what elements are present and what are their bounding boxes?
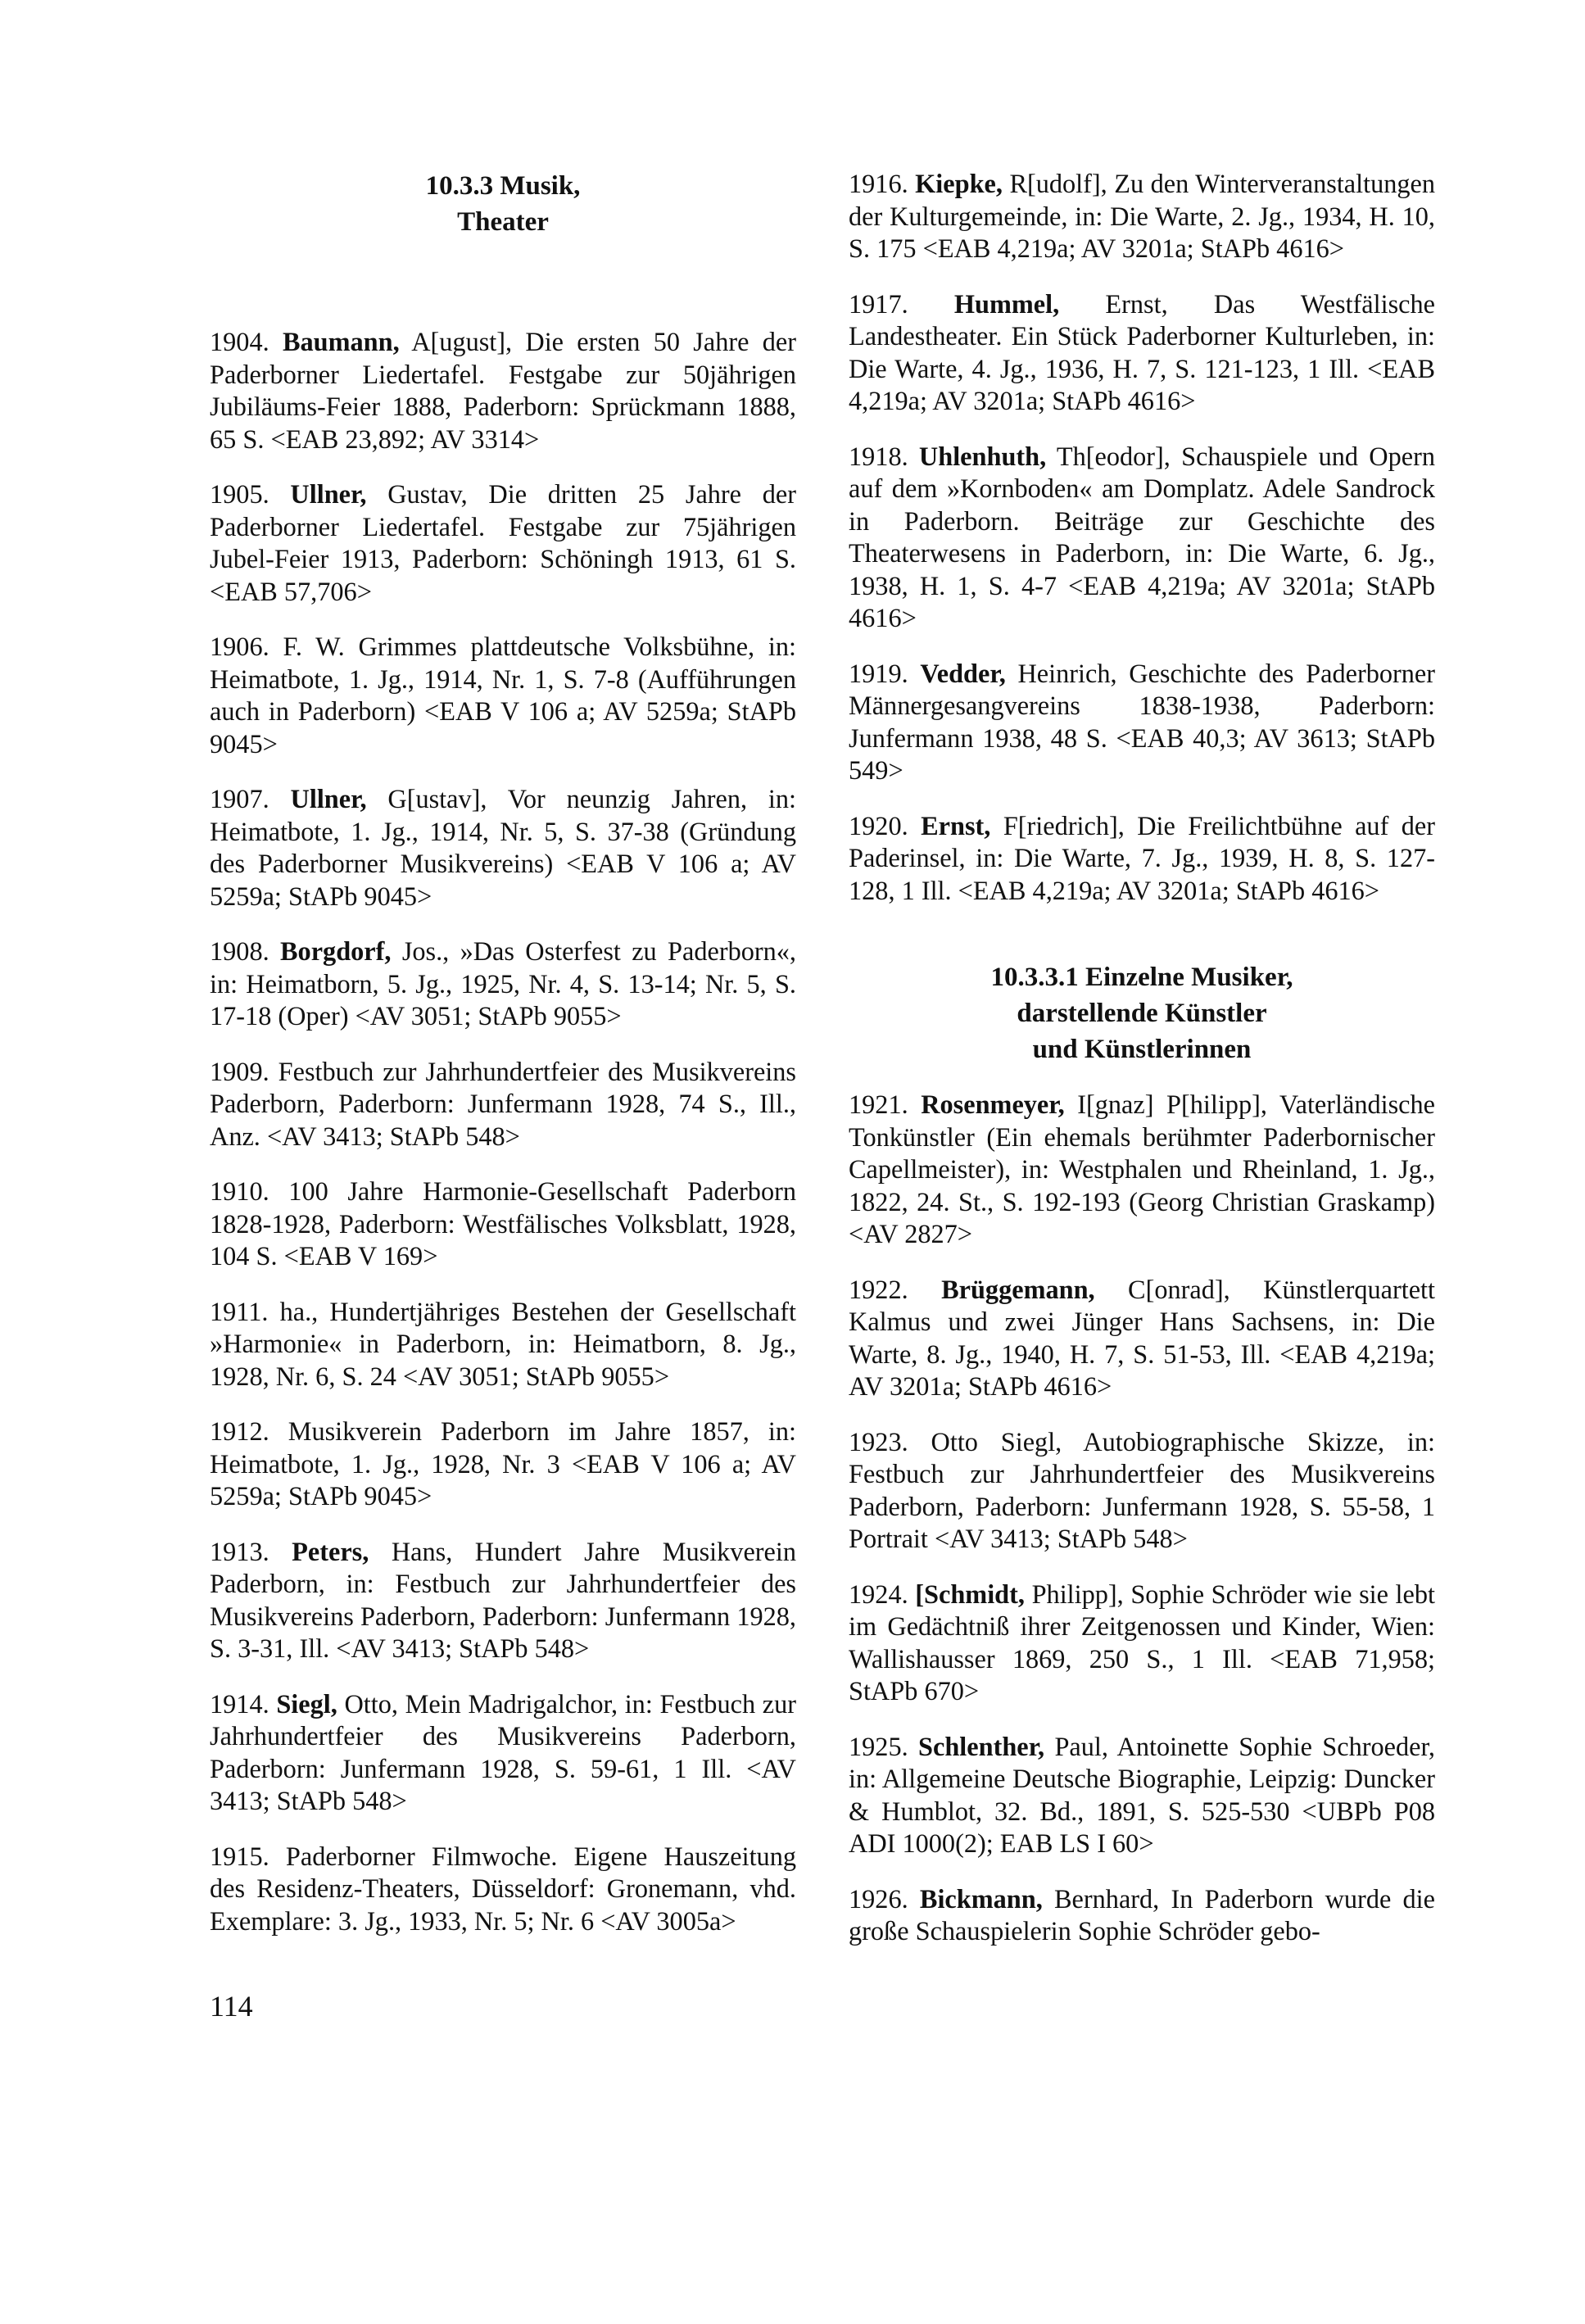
entry-number: 1915. bbox=[210, 1841, 269, 1871]
bibliography-entry bbox=[849, 441, 1435, 635]
entry-text: Otto, Mein Madrigalchor, in: Festbuch zur Jahrhundertfeier des Musikvereins Paderborn, Paderborn: Junfermann 1928, S. 59-61, 1 Ill. <AV 3413; StAPb 548> bbox=[210, 1688, 796, 1815]
entry-author: Ullner, bbox=[290, 479, 367, 509]
bibliography-entry bbox=[849, 1274, 1435, 1403]
entry-text: Jos., »Das Osterfest zu Paderborn«, in: Heimatborn, 5. Jg., 1925, Nr. 4, S. 13-14; Nr. 5, S. 17-18 (Oper) <AV 3051; StAPb 9055> bbox=[210, 936, 797, 1031]
bibliography-entry bbox=[210, 1536, 796, 1665]
bibliography-entry bbox=[849, 658, 1435, 787]
entry-text: Gustav, Die dritten 25 Jahre der Paderborner Liedertafel. Festgabe zur 75jährigen Jubel-Feier 1913, Paderborn: Schöningh 1913, 61 S. <EAB 57,706> bbox=[210, 479, 796, 606]
entry-number: 1906. bbox=[210, 632, 269, 661]
bibliography-entry bbox=[210, 1841, 796, 1938]
entry-number: 1904. bbox=[210, 327, 269, 356]
entry-author: Bickmann, bbox=[919, 1883, 1043, 1914]
entry-author: Vedder, bbox=[920, 658, 1006, 688]
bibliography-entry bbox=[849, 1089, 1435, 1251]
section-heading bbox=[210, 168, 796, 240]
entry-text: Paderborner Filmwoche. Eigene Hauszeitung des Residenz-Theaters, Düsseldorf: Gronemann, vhd. Exemplare: 3. Jg., 1933, Nr. 5; Nr. 6 <AV 3005a> bbox=[210, 1841, 796, 1936]
bibliography-entry bbox=[210, 1176, 796, 1273]
heading-line: 10.3.3.1 Einzelne Musiker, bbox=[990, 963, 1293, 992]
entry-number: 1908. bbox=[210, 936, 269, 966]
heading-line: Theater bbox=[457, 207, 549, 237]
entry-number: 1910. bbox=[210, 1176, 269, 1206]
bibliography-entry bbox=[210, 1416, 796, 1513]
bibliography-entry bbox=[849, 1579, 1435, 1708]
entry-author: [Schmidt, bbox=[915, 1579, 1025, 1609]
bibliography-entry bbox=[849, 168, 1435, 265]
entry-author: Rosenmeyer, bbox=[921, 1090, 1065, 1119]
entry-text: Th[eodor], Schauspiele und Opern auf dem »Kornboden« am Domplatz. Adele Sandrock in Paderborn. Beiträge zur Geschichte des Theaterwesens in Paderborn, in: Die Warte, 6. Jg., 1938, H. 1, S. 4-7 <EAB 4,219a; AV 3201a; StAPb 4616> bbox=[849, 441, 1436, 632]
heading-line: 10.3.3 Musik, bbox=[425, 171, 581, 201]
entry-author: Baumann, bbox=[282, 327, 400, 356]
entry-author: Brüggemann, bbox=[941, 1274, 1095, 1304]
entry-number: 1919. bbox=[849, 658, 908, 688]
entry-author: Ernst, bbox=[921, 810, 991, 840]
bibliography-entry bbox=[210, 631, 796, 760]
right-entry-list-bottom bbox=[849, 1089, 1435, 1948]
bibliography-entry bbox=[210, 783, 796, 913]
bibliography-entry bbox=[849, 810, 1435, 908]
bibliography-entry bbox=[849, 1426, 1435, 1556]
entry-number: 1923. bbox=[849, 1426, 908, 1456]
entry-number: 1909. bbox=[210, 1056, 269, 1086]
right-entry-list-top bbox=[849, 168, 1435, 907]
entry-text: ha., Hundertjähriges Bestehen der Gesellschaft »Harmonie« in Paderborn, in: Heimatborn, 8. Jg., 1928, Nr. 6, S. 24 <AV 3051; StAPb 9055> bbox=[210, 1296, 797, 1391]
entry-text: Musikverein Paderborn im Jahre 1857, in: Heimatbote, 1. Jg., 1928, Nr. 3 <EAB V 106 a; AV 5259a; StAPb 9045> bbox=[210, 1416, 797, 1511]
entry-author: Hummel, bbox=[953, 288, 1060, 319]
left-entry-list bbox=[210, 326, 796, 1937]
entry-text: F[riedrich], Die Freilichtbühne auf der Paderinsel, in: Die Warte, 7. Jg., 1939, H. 8, S. 127-128, 1 Ill. <EAB 4,219a; AV 3201a; StAPb 4616> bbox=[849, 810, 1436, 905]
entry-text: 100 Jahre Harmonie-Gesellschaft Paderborn 1828-1928, Paderborn: Westfälisches Volksblatt, 1928, 104 S. <EAB V 169> bbox=[210, 1176, 796, 1271]
entry-text: Hans, Hundert Jahre Musikverein Paderborn, in: Festbuch zur Jahrhundertfeier des Musikvereins Paderborn, Paderborn: Junfermann 1928, S. 3-31, Ill. <AV 3413; StAPb 548> bbox=[210, 1536, 796, 1663]
bibliography-entry bbox=[210, 1056, 796, 1153]
entry-text: Bernhard, In Paderborn wurde die große Schauspielerin Sophie Schröder gebo- bbox=[849, 1883, 1435, 1946]
entry-number: 1926. bbox=[849, 1883, 908, 1914]
bibliography-entry bbox=[849, 1731, 1435, 1860]
bibliography-entry bbox=[210, 935, 796, 1033]
entry-number: 1913. bbox=[210, 1536, 269, 1566]
entry-number: 1920. bbox=[849, 810, 908, 840]
entry-number: 1916. bbox=[849, 169, 908, 198]
right-column bbox=[849, 168, 1435, 1971]
heading-line: und Künstlerinnen bbox=[1032, 1035, 1252, 1064]
entry-number: 1917. bbox=[849, 288, 908, 319]
entry-author: Kiepke, bbox=[915, 169, 1003, 198]
entry-number: 1907. bbox=[210, 784, 269, 813]
entry-text: Heinrich, Geschichte des Paderborner Männergesangvereins 1838-1938, Paderborn: Junfermann 1938, 48 S. <EAB 40,3; AV 3613; StAPb 549> bbox=[849, 658, 1435, 785]
entry-number: 1914. bbox=[210, 1688, 269, 1719]
entry-text: R[udolf], Zu den Winterveranstaltungen der Kulturgemeinde, in: Die Warte, 2. Jg., 1934, H. 10, S. 175 <EAB 4,219a; AV 3201a; StAPb 4616> bbox=[849, 169, 1435, 263]
bibliography-entry bbox=[210, 326, 796, 455]
left-column bbox=[210, 168, 796, 1960]
bibliography-entry bbox=[210, 478, 796, 608]
subsection-heading bbox=[849, 959, 1435, 1067]
entry-text: C[onrad], Künstlerquartett Kalmus und zwei Jünger Hans Sachsens, in: Die Warte, 8. Jg., 1940, H. 7, S. 51-53, Ill. <EAB 4,219a; AV 3201a; StAPb 4616> bbox=[849, 1274, 1435, 1401]
entry-text: Ernst, Das Westfälische Landestheater. Ein Stück Paderborner Kulturleben, in: Die Warte, 4. Jg., 1936, H. 7, S. 121-123, 1 Ill. <EAB 4,219a; AV 3201a; StAPb 4616> bbox=[849, 288, 1435, 415]
entry-number: 1921. bbox=[849, 1090, 908, 1119]
page-number: 114 bbox=[210, 1990, 253, 2023]
entry-author: Peters, bbox=[292, 1536, 369, 1566]
entry-number: 1912. bbox=[210, 1416, 269, 1446]
entry-text: Paul, Antoinette Sophie Schroeder, in: Allgemeine Deutsche Biographie, Leipzig: Duncker & Humblot, 32. Bd., 1891, S. 525-530 <UBPb P08 ADI 1000(2); EAB LS I 60> bbox=[849, 1731, 1436, 1858]
entry-number: 1924. bbox=[849, 1579, 908, 1609]
entry-text: Otto Siegl, Autobiographische Skizze, in: Festbuch zur Jahrhundertfeier des Musikvereins Paderborn, Paderborn: Junfermann 1928, S. 55-58, 1 Portrait <AV 3413; StAPb 548> bbox=[849, 1426, 1435, 1553]
bibliography-entry bbox=[210, 1688, 796, 1818]
entry-text: F. W. Grimmes plattdeutsche Volksbühne, in: Heimatbote, 1. Jg., 1914, Nr. 1, S. 7-8 (Aufführungen auch in Paderborn) <EAB V 106 a; AV 5259a; StAPb 9045> bbox=[210, 632, 796, 759]
bibliography-entry bbox=[849, 288, 1435, 418]
entry-author: Ullner, bbox=[290, 784, 367, 813]
entry-author: Uhlenhuth, bbox=[918, 441, 1047, 471]
entry-number: 1905. bbox=[210, 479, 269, 509]
entry-text: A[ugust], Die ersten 50 Jahre der Paderborner Liedertafel. Festgabe zur 50jährigen Jubiläums-Feier 1888, Paderborn: Sprückmann 1888, 65 S. <EAB 23,892; AV 3314> bbox=[210, 327, 796, 454]
entry-number: 1925. bbox=[849, 1731, 908, 1761]
entry-text: Philipp], Sophie Schröder wie sie lebt im Gedächtniß ihrer Zeitgenossen und Kinder, Wien: Wallishausser 1869, 250 S., 1 Ill. <EAB 71,958; StAPb 670> bbox=[849, 1579, 1435, 1706]
entry-number: 1918. bbox=[849, 441, 908, 471]
bibliography-entry bbox=[210, 1296, 796, 1393]
entry-text: G[ustav], Vor neunzig Jahren, in: Heimatbote, 1. Jg., 1914, Nr. 5, S. 37-38 (Gründung des Paderborner Musikvereins) <EAB V 106 a; AV 5259a; StAPb 9045> bbox=[210, 784, 796, 911]
bibliography-entry bbox=[849, 1883, 1435, 1948]
entry-author: Schlenther, bbox=[918, 1731, 1045, 1761]
entry-number: 1922. bbox=[849, 1274, 908, 1304]
entry-text: Festbuch zur Jahrhundertfeier des Musikvereins Paderborn, Paderborn: Junfermann 1928, 74 S., Ill., Anz. <AV 3413; StAPb 548> bbox=[210, 1056, 796, 1151]
entry-author: Siegl, bbox=[276, 1688, 337, 1719]
entry-author: Borgdorf, bbox=[280, 936, 392, 966]
entry-text: I[gnaz] P[hilipp], Vaterländische Tonkünstler (Ein ehemals berühmter Paderbornischer Capellmeister), in: Westphalen und Rheinland, 1. Jg., 1822, 24. St., S. 192-193 (Georg Christian Graskamp) <AV 2827> bbox=[849, 1090, 1435, 1248]
entry-number: 1911. bbox=[210, 1296, 269, 1326]
heading-line: darstellende Künstler bbox=[1017, 999, 1267, 1028]
